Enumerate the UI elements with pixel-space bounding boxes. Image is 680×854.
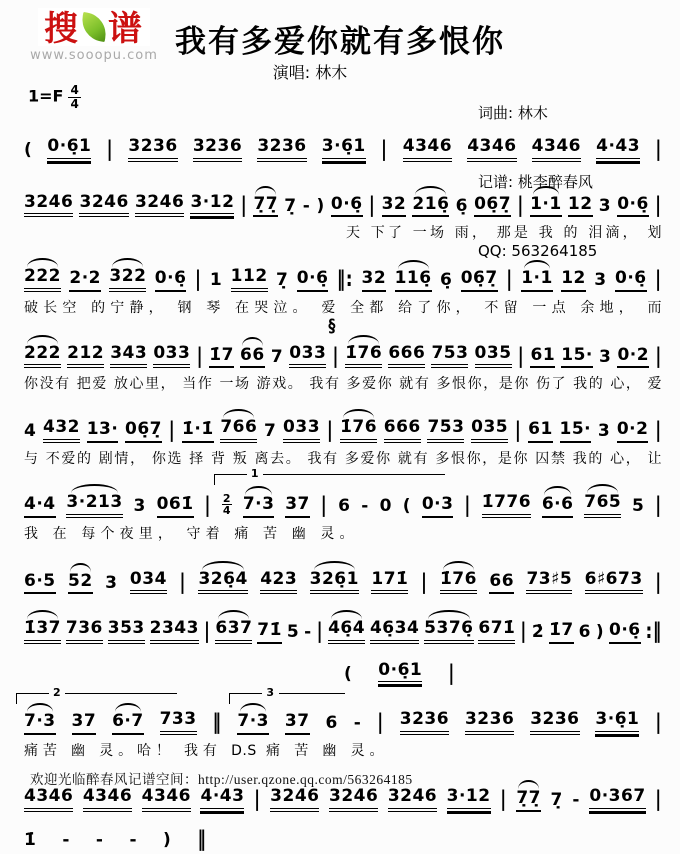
performer-credit: 演唱: 林木 bbox=[272, 63, 348, 82]
note-group: 0·6̣1 bbox=[47, 137, 91, 162]
score-system bbox=[24, 258, 662, 317]
score-system bbox=[24, 561, 662, 595]
note-group: 13· bbox=[87, 420, 119, 443]
barline: | bbox=[320, 493, 328, 519]
lyrics-line: 与 不爱的 剧情， 你选 择 背 叛 离去。 我有 多爱你 就有 多恨你，是你 囚禁 我的 心， 让 bbox=[24, 450, 662, 467]
note-group: 4346 bbox=[532, 137, 581, 162]
barline: | bbox=[655, 570, 662, 596]
music-line bbox=[24, 652, 662, 686]
score-system bbox=[24, 316, 662, 394]
note-group: 212 bbox=[67, 344, 104, 369]
barline: | bbox=[520, 619, 527, 645]
note-group: 4346 bbox=[467, 137, 516, 162]
note-group: 3236 bbox=[530, 710, 579, 735]
barline: | bbox=[179, 570, 187, 596]
logo-char-right: 谱 bbox=[108, 9, 144, 49]
note-group: - bbox=[572, 790, 580, 811]
note-group: 1̇776 bbox=[482, 493, 531, 518]
note-group: 32 bbox=[382, 195, 407, 218]
note-group: - bbox=[129, 829, 138, 850]
song-title: 我有多爱你就有多恨你 bbox=[175, 24, 505, 60]
score-system bbox=[24, 686, 662, 760]
note-group: 034 bbox=[130, 570, 167, 595]
note-group: 7·3 2 bbox=[24, 712, 56, 735]
lyrics-line: 我 在 每个夜里， 守着 痛 苦 幽 灵。 bbox=[24, 525, 354, 542]
note-group: 766 bbox=[220, 418, 257, 443]
note-group: 353 bbox=[108, 619, 145, 644]
note-group: 2̇ bbox=[531, 622, 545, 643]
note-group: 3 bbox=[598, 195, 612, 216]
credit-transcriber: 记谱: 桃李醉春风 bbox=[478, 173, 593, 191]
note-group: 73♯5 bbox=[526, 570, 572, 595]
note-group: 6·5 bbox=[24, 572, 56, 595]
note-group: 222 bbox=[24, 344, 61, 369]
note-group: 7·3 3 bbox=[237, 712, 269, 735]
score-system bbox=[24, 652, 662, 686]
note-group: 3246 bbox=[24, 193, 73, 218]
note-group: ( bbox=[402, 496, 412, 517]
note-group: 666 bbox=[384, 418, 421, 443]
note-group: 4346 bbox=[83, 787, 132, 812]
note-group: 3 bbox=[105, 572, 118, 593]
barline: :‖ bbox=[645, 619, 662, 645]
note-group: 0·6̣ bbox=[615, 269, 647, 292]
credit-composer: 词曲: 林木 bbox=[478, 104, 548, 122]
barline: | bbox=[380, 137, 388, 163]
barline: | bbox=[326, 418, 334, 444]
note-group: 3246 bbox=[329, 787, 378, 812]
barline: | bbox=[517, 343, 525, 369]
note-group: 7·3 bbox=[243, 495, 275, 518]
note-group: - bbox=[95, 829, 104, 850]
note-group: 1̇76 bbox=[345, 344, 382, 369]
note-group: 423 bbox=[260, 570, 297, 595]
note-group: 61 bbox=[530, 346, 555, 369]
note-group: 7̣7̣ bbox=[516, 789, 541, 812]
barline: | bbox=[194, 267, 202, 293]
note-group: 3246 bbox=[135, 193, 184, 218]
barline: | bbox=[655, 267, 662, 293]
barline: | bbox=[464, 493, 471, 519]
note-group: 171̇ bbox=[371, 570, 408, 595]
note-group: 1̇7 bbox=[549, 621, 574, 644]
note-group: 033 bbox=[289, 344, 326, 369]
note-group: 15· bbox=[561, 346, 593, 369]
barline: | bbox=[368, 192, 376, 218]
segno-icon: § bbox=[328, 316, 336, 337]
barline: | bbox=[655, 418, 662, 444]
note-group: 37 bbox=[72, 712, 97, 735]
note-group: 5 bbox=[632, 496, 645, 517]
note-group: 6·6 bbox=[542, 495, 574, 518]
note-group: 4346 bbox=[403, 137, 452, 162]
note-group: 3236 bbox=[257, 137, 306, 162]
volta-number: 2 bbox=[49, 687, 65, 700]
note-group: - bbox=[62, 829, 70, 850]
barline: | bbox=[377, 710, 384, 736]
note-group: 736 bbox=[66, 619, 103, 644]
note-group: 4·43 bbox=[596, 137, 640, 162]
note-group: 1 bbox=[209, 270, 223, 291]
time-denominator: 4 bbox=[70, 96, 79, 111]
note-group: 0·2 bbox=[617, 346, 649, 369]
note-group: 1̇76 bbox=[340, 418, 377, 443]
note-group: 3 bbox=[597, 421, 611, 442]
note-group: 3·6̣1 bbox=[595, 710, 639, 735]
music-line bbox=[24, 184, 662, 218]
barline: | bbox=[655, 137, 662, 163]
barline: | bbox=[654, 192, 662, 218]
note-group: 5376̣ bbox=[424, 619, 473, 644]
note-group: 7̣ bbox=[276, 270, 289, 291]
key-label: 1=F bbox=[28, 86, 64, 106]
note-group: 15· bbox=[560, 420, 592, 443]
score-system bbox=[24, 128, 662, 162]
note-group: 6 bbox=[578, 622, 591, 643]
note-group: 222 bbox=[24, 267, 61, 292]
note-group: 46̣34 bbox=[370, 619, 419, 644]
note-group: 343 bbox=[110, 344, 147, 369]
barline: | bbox=[506, 267, 513, 293]
note-group: 3 bbox=[599, 346, 612, 367]
barline: | bbox=[514, 418, 522, 444]
note-group: - bbox=[361, 496, 369, 517]
note-group: 4·4 bbox=[24, 495, 56, 518]
note-group: 37 bbox=[285, 712, 310, 735]
note-group: 432 bbox=[43, 418, 80, 443]
logo-domain: www.sooopu.com bbox=[30, 48, 158, 63]
note-group: 3236 bbox=[128, 137, 177, 162]
note-group: 3236 bbox=[193, 137, 242, 162]
note-group: 7̣ bbox=[284, 195, 297, 216]
note-group: 3·6̣1 bbox=[322, 137, 366, 162]
note-group: 5 bbox=[286, 622, 300, 643]
volta-bracket bbox=[214, 466, 445, 485]
note-group: 61 bbox=[528, 420, 553, 443]
logo-char-left: 搜 bbox=[44, 9, 80, 49]
note-group: 0·367 bbox=[589, 787, 645, 812]
note-group: 6·7 bbox=[112, 712, 144, 735]
note-group: 2343 bbox=[150, 619, 199, 644]
note-group: ( bbox=[24, 140, 33, 160]
note-group: 1̇76 bbox=[440, 570, 477, 595]
note-group: 3236 bbox=[400, 710, 449, 735]
note-group: 765 bbox=[584, 493, 621, 518]
barline: ‖ bbox=[212, 710, 222, 736]
note-group: 7 bbox=[270, 346, 284, 367]
barline: | bbox=[240, 192, 248, 218]
note-group: 0·3 bbox=[422, 495, 454, 518]
note-group: 033 bbox=[283, 418, 320, 443]
barline: | bbox=[106, 137, 114, 163]
barline: | bbox=[316, 619, 324, 645]
volta-number: 3 bbox=[262, 687, 278, 700]
time-numerator: 4 bbox=[70, 83, 79, 97]
barline: | bbox=[655, 343, 662, 369]
note-group: - bbox=[304, 622, 312, 643]
barline: | § bbox=[328, 316, 340, 369]
note-group: 061̇ bbox=[157, 495, 194, 518]
note-group: 06̣7̣ bbox=[474, 195, 511, 218]
music-line bbox=[24, 686, 662, 736]
footer-text: 欢迎光临醉春风记谱空间：http://user.qzone.qq.com/563264185 bbox=[30, 772, 413, 787]
note-group: 06̣7̣ bbox=[461, 269, 498, 292]
note-group: 1̇ bbox=[24, 829, 37, 850]
score-system bbox=[24, 466, 662, 543]
volta-bracket bbox=[229, 686, 345, 704]
note-group: 3·12 bbox=[190, 193, 234, 218]
note-group: 0 bbox=[379, 496, 392, 517]
note-group: 6 bbox=[338, 496, 351, 517]
note-group: 6♯673 bbox=[585, 570, 643, 595]
barline: | bbox=[500, 787, 507, 813]
note-group: 112 bbox=[231, 267, 268, 292]
note-group: 3·213 bbox=[66, 493, 122, 518]
note-group: 46̣4 bbox=[328, 619, 365, 644]
barline: ‖: bbox=[336, 267, 354, 293]
note-group: 116̣ bbox=[395, 269, 432, 292]
note-group: 7̣7̣ bbox=[253, 195, 278, 218]
barline: | bbox=[253, 787, 261, 813]
note-group: 32 bbox=[362, 269, 387, 292]
music-line bbox=[24, 316, 662, 369]
music-line bbox=[24, 561, 662, 595]
note-group: ) bbox=[595, 622, 605, 643]
music-line bbox=[24, 822, 662, 852]
score-system bbox=[24, 610, 662, 644]
note-group: 12 bbox=[561, 269, 586, 292]
note-group: 1·1 bbox=[521, 269, 553, 292]
note-group: 1̇37 bbox=[24, 619, 61, 644]
barline: | bbox=[168, 418, 176, 444]
barline: | bbox=[655, 710, 662, 736]
note-group: 637 bbox=[215, 619, 252, 644]
note-group: 7̣ bbox=[550, 790, 563, 811]
note-group: 3 bbox=[133, 496, 146, 517]
note-group: 0·2 bbox=[617, 420, 649, 443]
note-group: 6̣ bbox=[439, 270, 453, 291]
note-group: 216̣ bbox=[412, 195, 449, 218]
note-group: 671̇ bbox=[478, 619, 515, 644]
note-group: 3246 bbox=[270, 787, 319, 812]
note-group: 0·6̣ bbox=[297, 269, 329, 292]
note-group: 1̇7 bbox=[209, 346, 234, 369]
barline: | bbox=[448, 661, 455, 687]
score-system bbox=[24, 822, 662, 852]
barline: | bbox=[196, 343, 204, 369]
note-group: 1·1 bbox=[530, 195, 562, 218]
lyrics-line: 天 下了 一场 雨， 那是 我 的 泪滴， 划 bbox=[346, 225, 662, 242]
barline: | bbox=[655, 493, 662, 519]
note-group: 666 bbox=[388, 344, 425, 369]
note-group: ( bbox=[344, 663, 353, 684]
note-group: 035 bbox=[475, 344, 512, 369]
note-group: 2·2 bbox=[69, 269, 101, 292]
note-group: 4346 bbox=[24, 787, 73, 812]
note-group: 6̣ bbox=[455, 195, 468, 216]
note-group: ) bbox=[163, 829, 172, 850]
note-group: 3236 bbox=[465, 710, 514, 735]
note-group: 7 bbox=[264, 421, 277, 442]
music-line bbox=[24, 610, 662, 644]
note-group: 4·43 bbox=[200, 787, 244, 812]
note-group: 0·6̣1 bbox=[378, 661, 422, 686]
note-group: - bbox=[353, 713, 362, 734]
time-signature bbox=[68, 84, 80, 110]
score-system bbox=[24, 184, 662, 243]
score bbox=[24, 128, 662, 851]
note-group: 322 bbox=[109, 267, 146, 292]
note-group: 326̣1 bbox=[310, 570, 359, 595]
music-line bbox=[24, 466, 662, 519]
note-group: 06̣7̣ bbox=[125, 420, 162, 443]
volta-bracket bbox=[16, 686, 177, 704]
barline: | bbox=[204, 493, 212, 519]
note-group: 0·6̣ bbox=[617, 195, 649, 218]
lyrics-line: 痛苦 幽 灵。哈！ 我有 D.S 痛 苦 幽 灵。 bbox=[24, 743, 384, 760]
time-numerator: 2 bbox=[222, 491, 232, 505]
barline: | bbox=[420, 570, 428, 596]
volta-number: 1 bbox=[247, 468, 263, 480]
music-line bbox=[24, 409, 662, 443]
note-group: 66 bbox=[489, 572, 514, 595]
credit-qq: QQ: 563264185 bbox=[478, 242, 598, 260]
note-group: 71̇ bbox=[257, 621, 282, 644]
note-group: 12 bbox=[568, 195, 593, 218]
note-group: ) bbox=[316, 195, 325, 216]
note-group: 66 bbox=[240, 346, 265, 369]
note-group: 3246 bbox=[388, 787, 437, 812]
note-group: 035 bbox=[471, 418, 508, 443]
key-signature bbox=[28, 84, 81, 110]
note-group: 4346 bbox=[142, 787, 191, 812]
note-group: 6 bbox=[325, 713, 338, 734]
barline: | bbox=[203, 619, 211, 645]
note-group: 1̇·1̇ bbox=[182, 420, 214, 443]
note-group: 3 bbox=[594, 270, 607, 291]
music-line bbox=[24, 258, 662, 292]
barline: | bbox=[517, 192, 524, 218]
barline: | bbox=[655, 787, 662, 813]
time-denominator: 4 bbox=[222, 504, 232, 518]
note-group: 733 bbox=[160, 710, 197, 735]
note-group: 0·6̣ bbox=[609, 621, 641, 644]
lyrics-line: 破长空 的宁静， 钢 琴 在哭泣。 爱 全都 给了你， 不留 一点 余地， 而 bbox=[24, 299, 662, 316]
note-group: 753 bbox=[427, 418, 464, 443]
note-group: 0·6̣ bbox=[155, 269, 187, 292]
note-group: 753 bbox=[431, 344, 468, 369]
music-line bbox=[24, 128, 662, 162]
note-group: 0·6̣ bbox=[331, 195, 363, 218]
note-group: 4 bbox=[24, 421, 37, 442]
lyrics-line: 你没有 把爱 放心里， 当作 一场 游戏。 我有 多爱你 就有 多恨你，是你 伤了 我的 心， 爱 bbox=[24, 376, 662, 393]
barline: ‖ bbox=[197, 826, 207, 852]
note-group: 52 bbox=[68, 572, 93, 595]
note-group: - bbox=[302, 195, 311, 216]
note-group: 033 bbox=[153, 344, 190, 369]
note-group: 3·12 bbox=[447, 787, 491, 812]
note-group: 3246 bbox=[79, 193, 128, 218]
note-group: 37 bbox=[285, 495, 310, 518]
note-group: 326̣4 bbox=[198, 570, 247, 595]
score-system bbox=[24, 409, 662, 468]
